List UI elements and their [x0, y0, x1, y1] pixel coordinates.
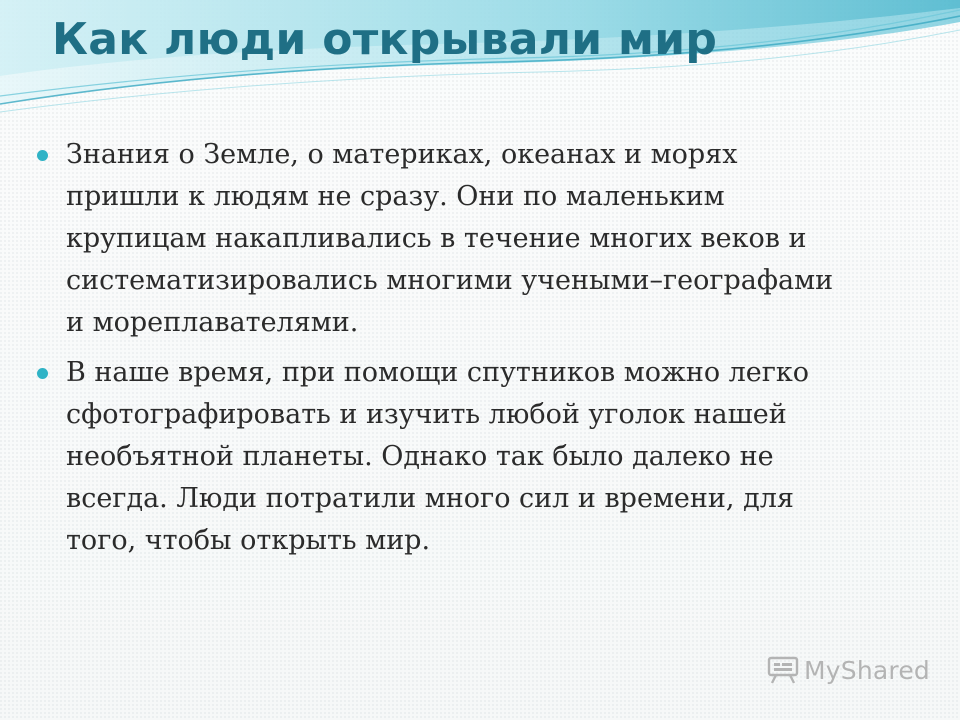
- bullet-dot-icon: [37, 150, 48, 161]
- bullet-item: [36, 352, 856, 562]
- bullet-text: Знания о Земле, о материках, океанах и морях пришли к людям не сразу. Они по маленьким крупицам накапливались в течение многих веков и систематизировались многими учеными–географами и мореплавателями.: [66, 139, 834, 338]
- watermark-text: MyShared: [804, 655, 930, 685]
- presentation-board-icon: [766, 655, 800, 685]
- slide-title: Как люди открывали мир: [52, 14, 718, 65]
- bullet-item: [36, 134, 856, 344]
- bullet-dot-icon: [37, 368, 48, 379]
- watermark: [766, 655, 930, 685]
- bullet-list: [36, 134, 856, 570]
- bullet-text: В наше время, при помощи спутников можно легко сфотографировать и изучить любой уголок нашей необъятной планеты. Однако так было далеко не всегда. Люди потратили много сил и времени, для того, чтобы открыть мир.: [66, 357, 810, 556]
